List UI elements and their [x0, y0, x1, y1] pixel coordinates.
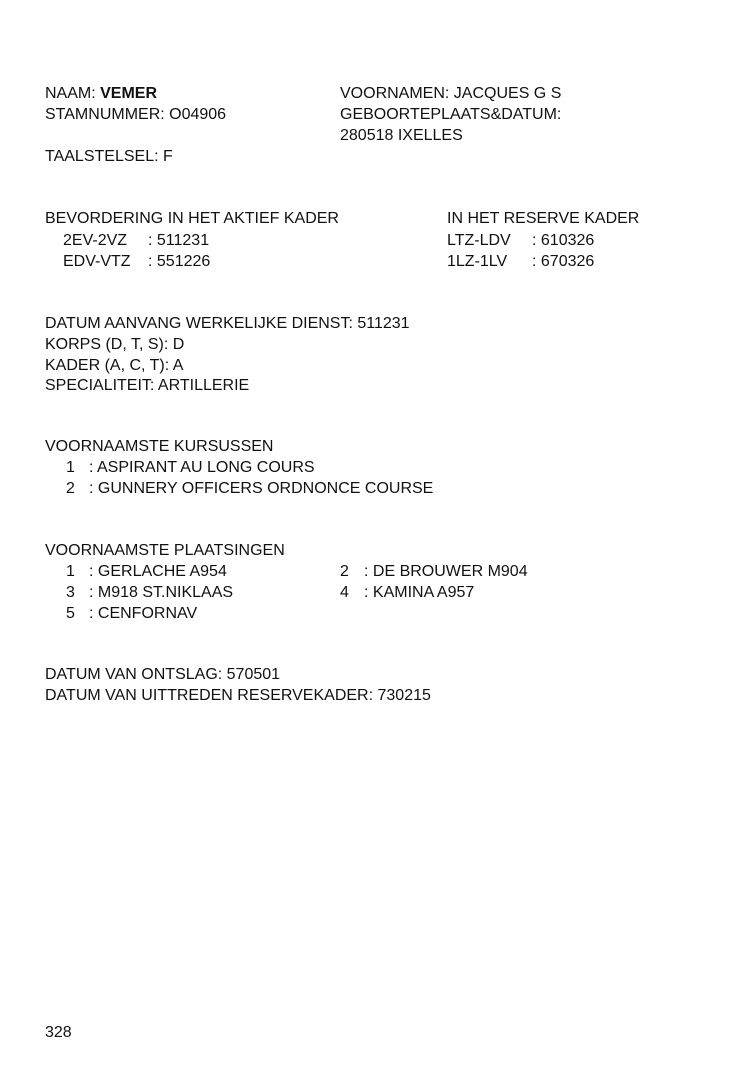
- kursus-num: 1: [66, 459, 75, 476]
- korps: KORPS (D, T, S): D: [45, 336, 185, 353]
- aktief-grade: EDV-VTZ: [63, 253, 131, 270]
- plaatsing-text: : KAMINA A957: [364, 584, 475, 601]
- kursus-num: 2: [66, 480, 75, 497]
- plaatsing-num: 1: [66, 563, 75, 580]
- plaatsing-text: : DE BROUWER M904: [364, 563, 528, 580]
- taalstelsel-line: TAALSTELSEL: F: [45, 148, 173, 165]
- bevordering-aktief-heading: BEVORDERING IN HET AKTIEF KADER: [45, 210, 339, 227]
- bevordering-reserve-heading: IN HET RESERVE KADER: [447, 210, 640, 227]
- voornamen-line: VOORNAMEN: JACQUES G S: [340, 85, 562, 102]
- geboorte-label: GEBOORTEPLAATS&DATUM:: [340, 106, 562, 123]
- plaatsing-text: : GERLACHE A954: [89, 563, 227, 580]
- plaatsing-num: 5: [66, 605, 75, 622]
- kursussen-heading: VOORNAAMSTE KURSUSSEN: [45, 438, 274, 455]
- plaatsing-num: 3: [66, 584, 75, 601]
- plaatsing-num: 2: [340, 563, 349, 580]
- aktief-date: : 511231: [148, 232, 210, 249]
- stamnummer-line: STAMNUMMER: O04906: [45, 106, 227, 123]
- datum-aanvang: DATUM AANVANG WERKELIJKE DIENST: 511231: [45, 315, 410, 332]
- plaatsingen-heading: VOORNAAMSTE PLAATSINGEN: [45, 542, 285, 559]
- plaatsing-text: : M918 ST.NIKLAAS: [89, 584, 234, 601]
- aktief-date: : 551226: [148, 253, 211, 270]
- kader: KADER (A, C, T): A: [45, 357, 184, 374]
- kursus-text: : ASPIRANT AU LONG COURS: [89, 459, 315, 476]
- reserve-date: : 610326: [532, 232, 595, 249]
- plaatsing-text: : CENFORNAV: [89, 605, 198, 622]
- kursus-text: : GUNNERY OFFICERS ORDNONCE COURSE: [89, 480, 434, 497]
- datum-ontslag: DATUM VAN ONTSLAG: 570501: [45, 666, 281, 683]
- reserve-grade: 1LZ-1LV: [447, 253, 508, 270]
- specialiteit: SPECIALITEIT: ARTILLERIE: [45, 377, 250, 394]
- naam-value: VEMER: [100, 85, 158, 102]
- reserve-date: : 670326: [532, 253, 595, 270]
- reserve-grade: LTZ-LDV: [447, 232, 511, 249]
- plaatsing-num: 4: [340, 584, 349, 601]
- page-number: 328: [45, 1024, 72, 1041]
- naam-label: NAAM:: [45, 85, 96, 102]
- aktief-grade: 2EV-2VZ: [63, 232, 128, 249]
- naam-line: [45, 83, 157, 104]
- geboorte-value: 280518 IXELLES: [340, 127, 463, 144]
- datum-uittreden: DATUM VAN UITTREDEN RESERVEKADER: 730215: [45, 687, 431, 704]
